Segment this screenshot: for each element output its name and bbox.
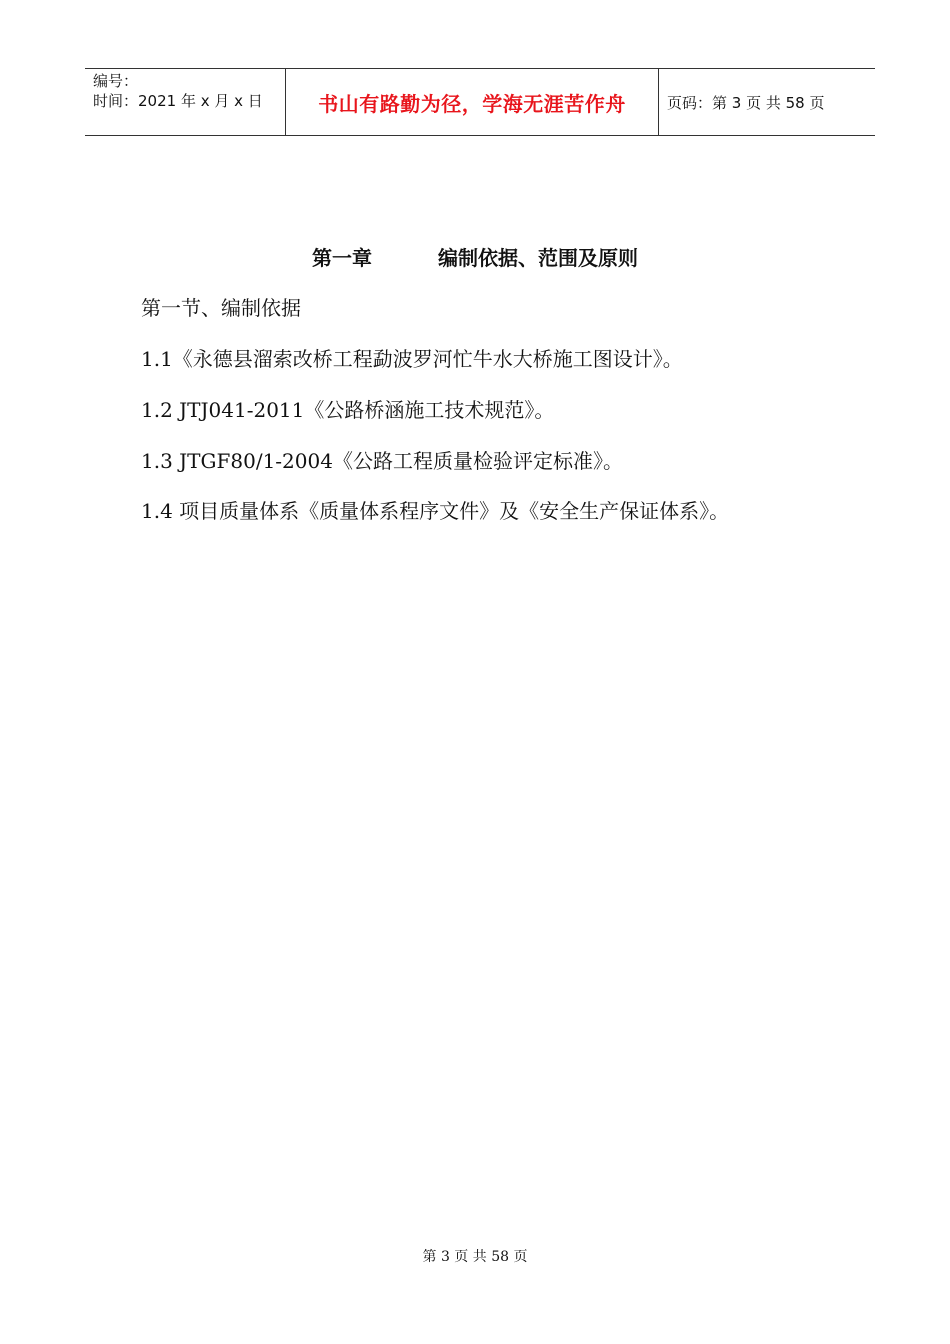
serial-number-label: 编号： <box>93 72 139 90</box>
reference-item: 1.4 项目质量体系《质量体系程序文件》及《安全生产保证体系》。 <box>141 499 730 523</box>
chapter-title-text: 编制依据、范围及原则 <box>438 246 638 270</box>
header-meta-cell <box>85 69 286 135</box>
page-footer: 第 3 页 共 58 页 <box>422 1249 528 1265</box>
header-page-cell <box>659 69 875 135</box>
motto-text: 书山有路勤为径，学海无涯苦作舟 <box>318 91 626 116</box>
header-motto-cell <box>286 69 659 135</box>
date-label: 时间：2021 年 x 月 x 日 <box>93 92 263 110</box>
document-header <box>85 68 875 136</box>
chapter-number: 第一章 <box>312 246 372 270</box>
header-page-number: 页码：第 3 页 共 58 页 <box>667 93 825 112</box>
reference-item: 1.1《永德县溜索改桥工程勐波罗河忙牛水大桥施工图设计》。 <box>141 347 683 371</box>
chapter-heading <box>0 242 950 271</box>
section-heading: 第一节、编制依据 <box>141 296 301 320</box>
reference-item: 1.3 JTGF80/1-2004《公路工程质量检验评定标准》。 <box>141 449 623 473</box>
reference-item: 1.2 JTJ041-2011《公路桥涵施工技术规范》。 <box>141 398 555 422</box>
